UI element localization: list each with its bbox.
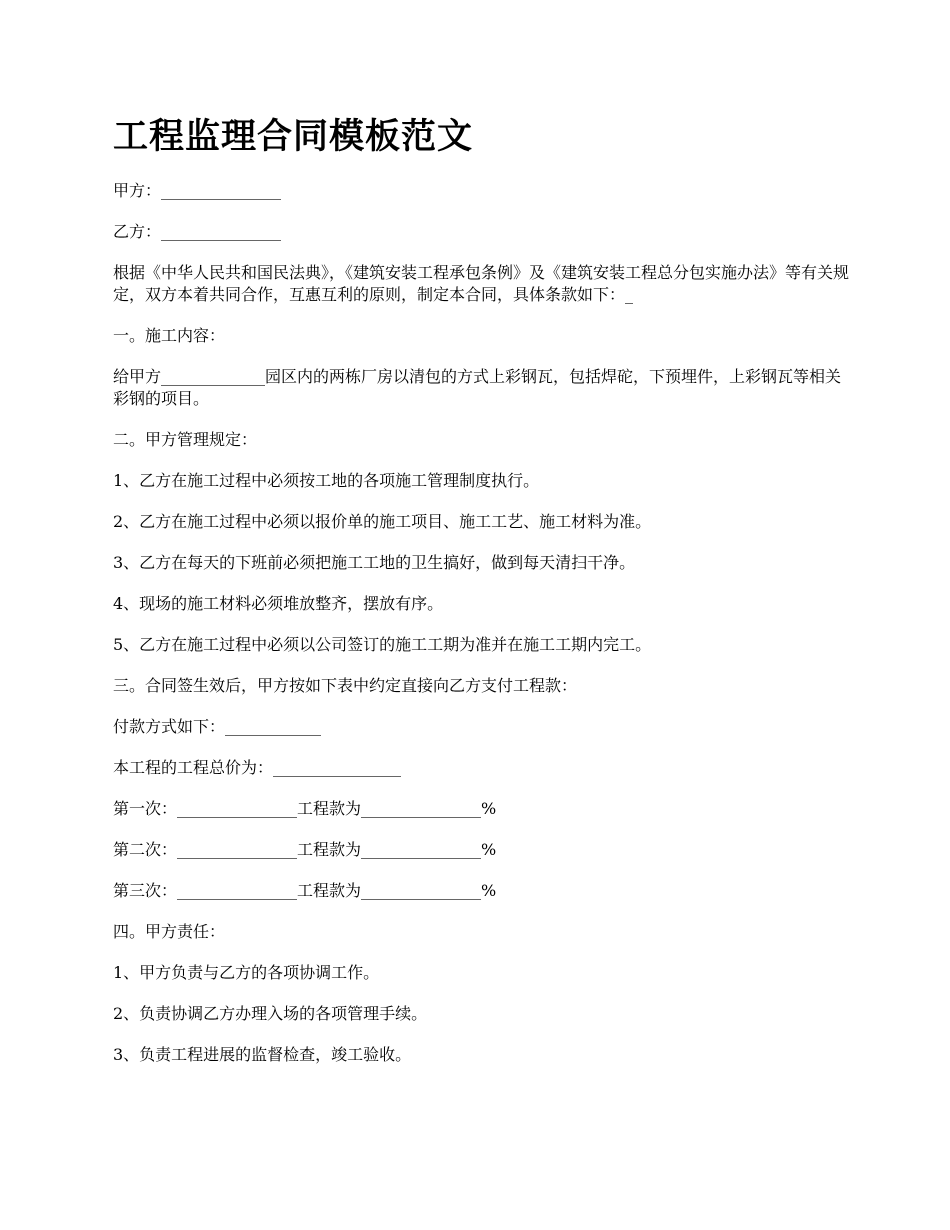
section-heading-party-a-rules: 二。甲方管理规定： (113, 430, 258, 449)
preamble-paragraph: 根据《中华人民共和国民法典》，《建筑安装工程承包条例》及《建筑安装工程总分包实施办法》等有关规定，双方本着共同合作，互惠互利的原则，制定本合同，具体条款如下：_ (113, 263, 850, 304)
payment-installment-1: 第一次：_______________工程款为_______________% (113, 799, 497, 818)
rule-item-4: 4、现场的施工材料必须堆放整齐，摆放有序。 (113, 594, 444, 613)
document-page (113, 108, 853, 1085)
payment-method-line: 付款方式如下：____________ (113, 717, 322, 736)
party-b-line: 乙方：_______________ (113, 222, 282, 241)
section-heading-payment: 三。合同签生效后，甲方按如下表中约定直接向乙方支付工程款： (113, 676, 578, 695)
party-a-line: 甲方：_______________ (113, 181, 282, 200)
construction-content-paragraph: 给甲方_____________园区内的两栋厂房以清包的方式上彩钢瓦，包括焊砣，下预埋件，上彩钢瓦等相关彩钢的项目。 (113, 367, 842, 408)
rule-item-2: 2、乙方在施工过程中必须以报价单的施工项目、施工工艺、施工材料为准。 (113, 512, 652, 531)
rule-item-3: 3、乙方在每天的下班前必须把施工工地的卫生搞好，做到每天清扫干净。 (113, 553, 636, 572)
section-heading-construction-content: 一。施工内容： (113, 326, 226, 345)
payment-installment-3: 第三次：_______________工程款为_______________% (113, 881, 497, 900)
payment-installment-2: 第二次：_______________工程款为_______________% (113, 840, 497, 859)
rule-item-1: 1、乙方在施工过程中必须按工地的各项施工管理制度执行。 (113, 471, 540, 490)
total-price-line: 本工程的工程总价为：________________ (113, 758, 402, 777)
rule-item-5: 5、乙方在施工过程中必须以公司签订的施工工期为准并在施工工期内完工。 (113, 635, 652, 654)
duty-item-3: 3、负责工程进展的监督检查，竣工验收。 (113, 1045, 412, 1064)
section-heading-party-a-duties: 四。甲方责任： (113, 922, 226, 941)
duty-item-2: 2、负责协调乙方办理入场的各项管理手续。 (113, 1004, 428, 1023)
duty-item-1: 1、甲方负责与乙方的各项协调工作。 (113, 963, 380, 982)
document-title: 工程监理合同模板范文 (113, 116, 474, 157)
